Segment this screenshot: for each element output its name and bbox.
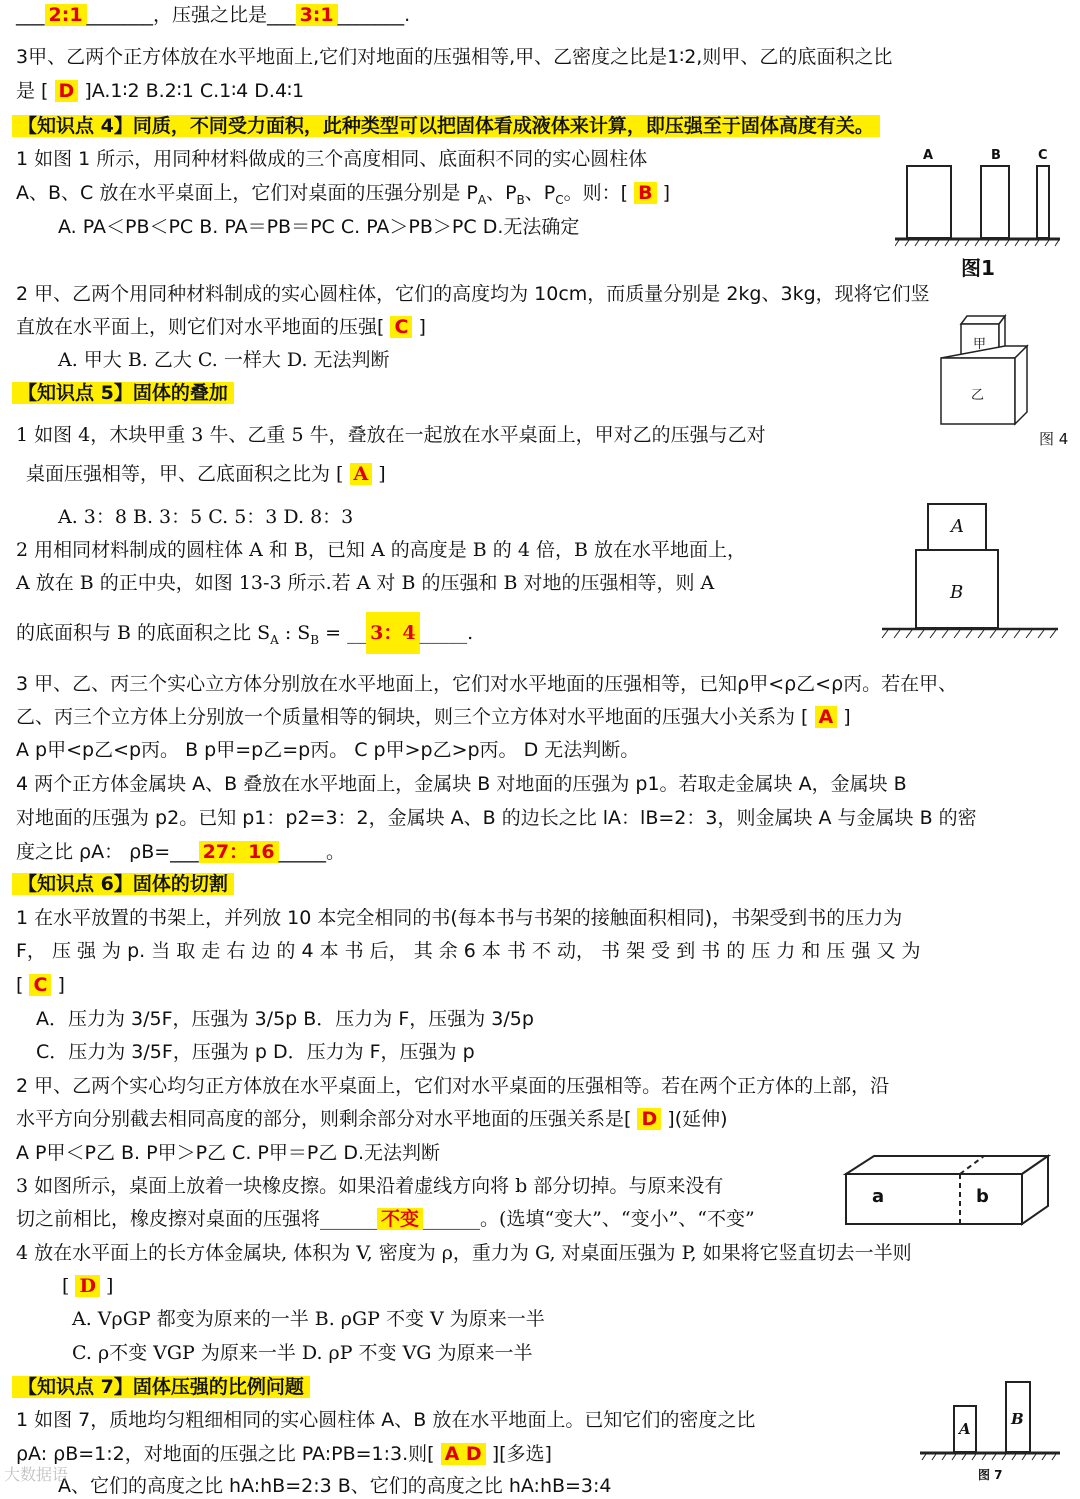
text: 乙、丙三个立方体上分别放一个质量相等的铜块，则三个立方体对水平地面的压强大小关系为 [ [16, 706, 815, 728]
question-text [26, 461, 386, 487]
text: ______。(选填“变大”、“变小”、“不变” [423, 1208, 755, 1230]
text: ρA: ρB=1:2，对地面的压强之比 PA:PB=1:3.则[ [16, 1443, 441, 1465]
question-text [16, 1206, 755, 1232]
text: A、B、C 放在水平桌面上，它们对桌面的压强分别是 P [16, 182, 478, 204]
question-options: A. 3：8 B. 3：5 C. 5：3 D. 8：3 [58, 506, 354, 528]
text: 、P [524, 182, 556, 204]
text: _______，压强之比是___ [86, 4, 296, 26]
answer-highlight: 不变 [377, 1208, 423, 1230]
answer-highlight: C [29, 974, 51, 996]
answer-highlight: A [815, 706, 838, 728]
question-text [16, 1441, 552, 1467]
label-jia: 甲 [973, 337, 987, 352]
question-options: C．压力为 3/5F，压强为 p D．压力为 F，压强为 p [36, 1041, 475, 1063]
text: 切之前相比，橡皮擦对桌面的压强将______ [16, 1208, 378, 1230]
question-text: 2 甲、乙两个用同种材料制成的实心圆柱体，它们的高度均为 10cm，而质量分别是 2kg、3kg，现将它们竖 [16, 283, 930, 305]
eraser-figure [838, 1150, 1058, 1230]
figure-13-3 [880, 500, 1060, 645]
question-options: A P甲＜P乙 B. P甲＞P乙 C. P甲＝P乙 D.无法判断 [16, 1142, 441, 1164]
subscript: A [270, 632, 279, 647]
text: 度之比 ρA： ρB=___ [16, 841, 199, 863]
question-options [16, 78, 304, 104]
question-text: 1 如图 4，木块甲重 3 牛、乙重 5 牛，叠放在一起放在水平桌面上，甲对乙的压强与乙对 [16, 424, 766, 446]
eraser-drawing [838, 1150, 1058, 1230]
answer-highlight: D [637, 1108, 661, 1130]
label-b: B [991, 148, 1001, 163]
question-options: A. 甲大 B. 乙大 C. 一样大 D. 无法判断 [58, 349, 390, 371]
text: ] [837, 706, 851, 728]
question-text [16, 704, 851, 730]
figure-caption: 图 7 [978, 1468, 1003, 1482]
text: 、P [486, 182, 517, 204]
question-text: 4 两个正方体金属块 A、B 叠放在水平地面上，金属块 B 对地面的压强为 p1。若取走金属块 A，金属块 B [16, 773, 907, 795]
section-title: 【知识点 4】同质，不同受力面积，此种类型可以把固体看成液体来计算，即压强至于固体高度有关。 [12, 115, 880, 137]
question-text: 对地面的压强为 p2。已知 p1：p2=3：2，金属块 A、B 的边长之比 lA：lB=2：3，则金属块 A 与金属块 B 的密 [16, 807, 977, 829]
answer-highlight: D [55, 80, 79, 102]
text: 桌面压强相等，甲、乙底面积之比为 [ [26, 463, 350, 485]
question-text: A 放在 B 的正中央，如图 13-3 所示.若 A 对 B 的压强和 B 对地的压强相等，则 A [16, 572, 715, 594]
question-text [16, 1106, 728, 1132]
question-text: 2 用相同材料制成的圆柱体 A 和 B，已知 A 的高度是 B 的 4 倍，B 放在水平地面上， [16, 539, 746, 561]
two-cylinders-figure [920, 1372, 1060, 1462]
text: ] [99, 1275, 114, 1297]
answer-highlight: A [350, 463, 373, 485]
question-text: 3 如图所示，桌面上放着一块橡皮擦。如果沿着虚线方向将 b 部分切掉。与原来没有 [16, 1175, 724, 1197]
question-text [16, 972, 65, 998]
question-text [16, 314, 426, 340]
question-text: 4 放在水平面上的长方体金属块, 体积为 V, 密度为 ρ，重力为 G, 对桌面压强为 P, 如果将它竖直切去一半则 [16, 1242, 912, 1264]
answer-line-0 [16, 2, 410, 28]
text: : S [278, 622, 311, 644]
text: 是 [ [16, 80, 55, 102]
question-text [16, 620, 473, 653]
question-options: A p甲<p乙<p丙。 B p甲=p乙=p丙。 C p甲>p乙>p丙。 D 无法判断。 [16, 739, 640, 761]
question-text [16, 839, 345, 865]
text: ] [412, 316, 426, 338]
label-b: B [950, 582, 964, 603]
question-text [62, 1273, 113, 1299]
question-text: 1 如图 7，质地均匀粗细相同的实心圆柱体 A、B 放在水平地面上。已知它们的密度之比 [16, 1409, 756, 1431]
question-text: 1 在水平放置的书架上，并列放 10 本完全相同的书(每本书与书架的接触面积相同)，书架受到书的压力为 [16, 907, 903, 929]
text: 水平方向分别截去相同高度的部分，则剩余部分对水平地面的压强关系是[ [16, 1108, 638, 1130]
question-options: A、它们的高度之比 hA:hB=2:3 B、它们的高度之比 hA:hB=3:4 [58, 1475, 612, 1497]
text: ] [656, 182, 671, 204]
text: ]A.1∶2 B.2∶1 C.1∶4 D.4∶1 [78, 80, 305, 102]
question-text: 2 甲、乙两个实心均匀正方体放在水平桌面上，它们对水平桌面的压强相等。若在两个正方体的上部，沿 [16, 1075, 890, 1097]
section-heading-5 [12, 380, 234, 406]
text: 直放在水平面上，则它们对水平地面的压强[ [16, 316, 391, 338]
question-text [16, 180, 670, 213]
answer-highlight: D [75, 1275, 99, 1297]
text: ] [372, 463, 386, 485]
watermark: 大数据语 [4, 1465, 69, 1484]
answer-highlight: B [634, 182, 656, 204]
label-c: C [1038, 148, 1048, 163]
answer-highlight: 3：4 [366, 612, 419, 654]
label-b: b [976, 1186, 989, 1207]
text: ] [51, 974, 65, 996]
question-options: A. VρGP 都变为原来的一半 B. ρGP 不变 V 为原来一半 [72, 1308, 545, 1330]
text: 。则：[ [563, 182, 635, 204]
blank: ___ [16, 4, 45, 26]
question-options: A．压力为 3/5F，压强为 3/5p B．压力为 F，压强为 3/5p [36, 1008, 534, 1030]
subscript: A [477, 192, 487, 207]
question-text: 1 如图 1 所示，用同种材料做成的三个高度相同、底面积不同的实心圆柱体 [16, 148, 648, 170]
answer-highlight: A D [441, 1443, 486, 1465]
figure-4 [935, 310, 1075, 448]
stacked-blocks-figure [935, 310, 1035, 426]
figure-1 [895, 148, 1060, 278]
text: _____. [419, 622, 474, 644]
text: [ [62, 1275, 76, 1297]
text: ](延伸) [661, 1108, 728, 1130]
question-text: 3 甲、乙、丙三个实心立方体分别放在水平地面上，它们对水平地面的压强相等，已知ρ甲<ρ乙<ρ丙。若在甲、 [16, 673, 958, 695]
subscript: B [310, 632, 320, 647]
section-heading-7 [12, 1374, 310, 1400]
figure-7 [920, 1372, 1060, 1482]
stacked-cylinders-figure [880, 500, 1060, 645]
cylinders-figure [895, 148, 1060, 248]
figure-caption: 图1 [961, 256, 995, 280]
question-options: A. PA＜PB＜PC B. PA＝PB＝PC C. PA＞PB＞PC D.无法确定 [58, 216, 580, 238]
figure-caption: 图 4 [1039, 430, 1069, 448]
subscript: C [555, 192, 564, 207]
answer-highlight: 27：16 [199, 841, 279, 863]
answer-highlight: 2:1 [45, 4, 87, 26]
question-text: F， 压 强 为 p. 当 取 走 右 边 的 4 本 书 后， 其 余 6 本 书 不 动， 书 架 受 到 书 的 压 力 和 压 强 又 为 [16, 940, 921, 962]
label-yi: 乙 [971, 388, 985, 403]
answer-highlight: C [390, 316, 412, 338]
text: _______. [337, 4, 411, 26]
section-heading-4 [12, 113, 880, 139]
text: ][多选] [485, 1443, 552, 1465]
section-title: 【知识点 6】固体的切割 [12, 873, 234, 895]
text: [ [16, 974, 30, 996]
section-heading-6 [12, 871, 234, 897]
subscript: B [516, 192, 525, 207]
text: _____。 [278, 841, 346, 863]
label-a: a [872, 1186, 885, 1207]
section-title: 【知识点 7】固体压强的比例问题 [12, 1376, 310, 1398]
label-a: A [923, 148, 934, 163]
text: 的底面积与 B 的底面积之比 S [16, 622, 271, 644]
text: = __ [319, 622, 367, 644]
section-title: 【知识点 5】固体的叠加 [12, 382, 234, 404]
question-text: 3甲、乙两个正方体放在水平地面上,它们对地面的压强相等,甲、乙密度之比是1∶2,则甲、乙的底面积之比 [16, 46, 893, 68]
label-a: A [959, 1420, 971, 1438]
question-options: C. ρ不变 VGP 为原来一半 D. ρP 不变 VG 为原来一半 [72, 1342, 533, 1364]
label-b: B [1011, 1410, 1024, 1428]
answer-highlight: 3:1 [296, 4, 338, 26]
label-a: A [951, 516, 964, 537]
